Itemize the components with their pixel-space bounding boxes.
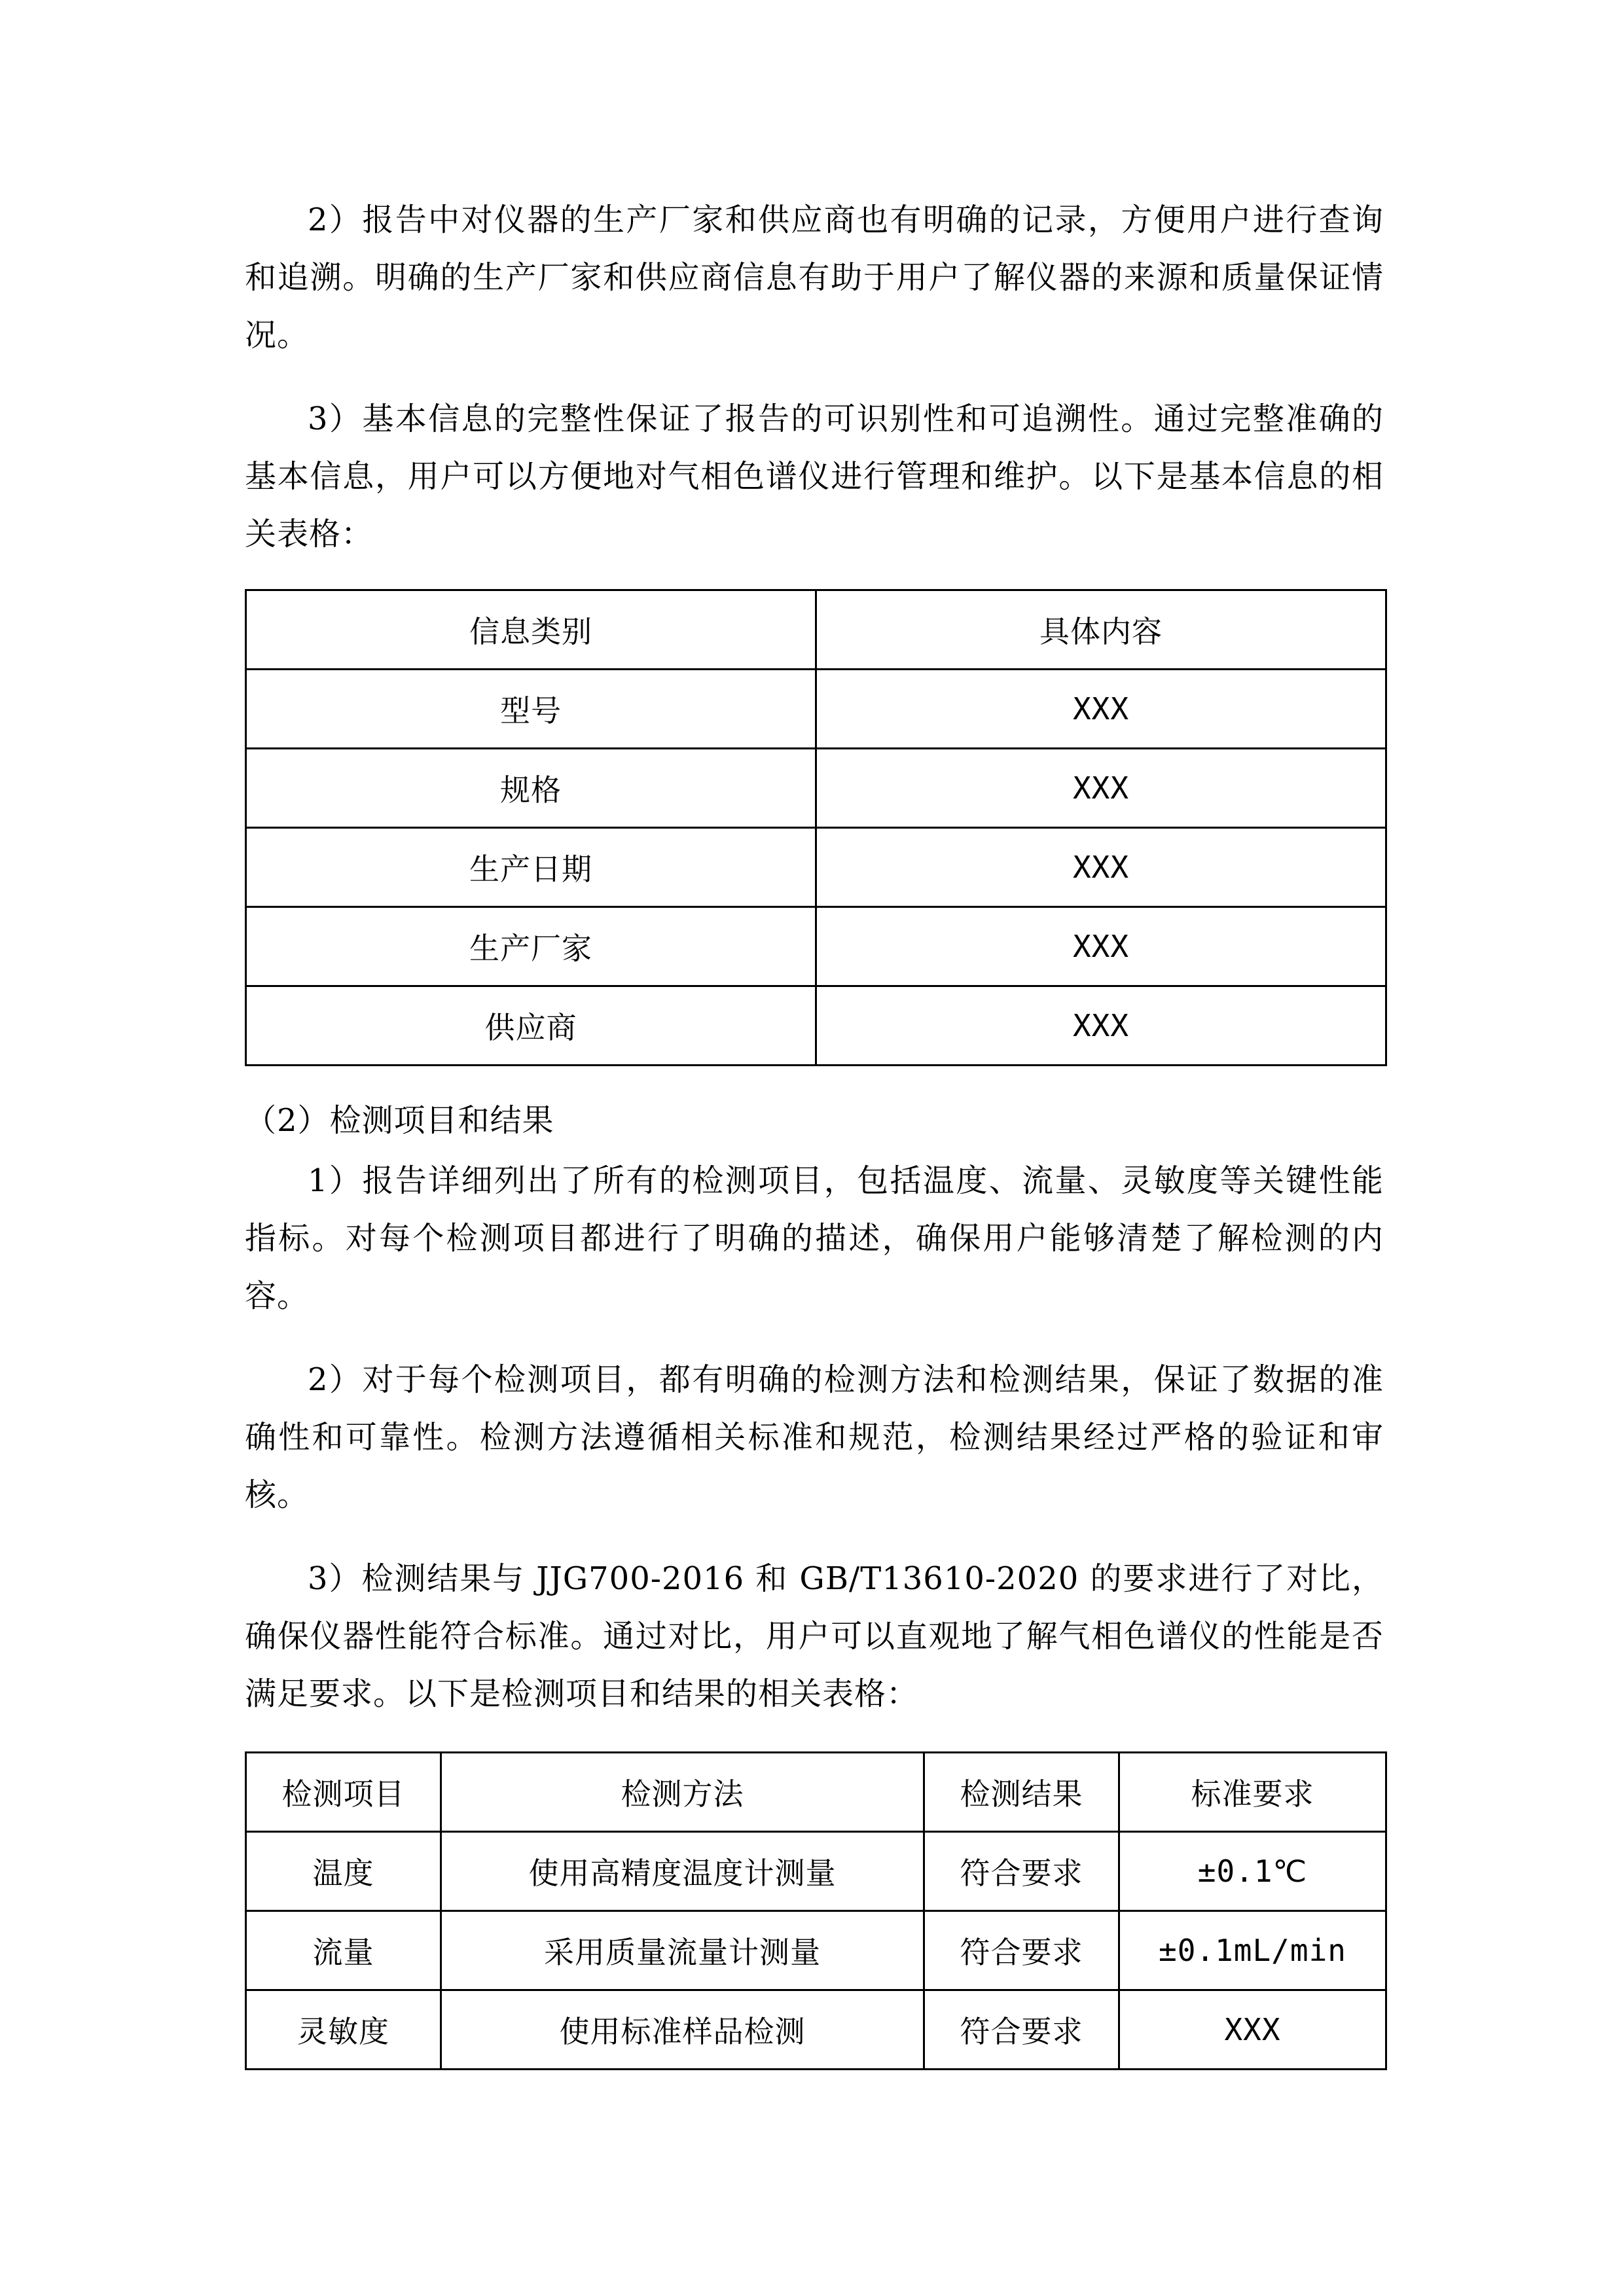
table-cell: ±0.1mL/min: [1119, 1911, 1386, 1990]
table-row: [246, 828, 1386, 907]
table-cell: 使用高精度温度计测量: [441, 1832, 924, 1911]
paragraph-test-items-list: 1）报告详细列出了所有的检测项目，包括温度、流量、灵敏度等关键性能指标。对每个检测项目都进行了明确的描述，确保用户能够清楚了解检测的内容。: [245, 1162, 1384, 1314]
table-cell: 供应商: [246, 986, 816, 1066]
table-cell: 型号: [246, 670, 816, 749]
table-cell: 符合要求: [924, 1911, 1119, 1990]
paragraph-standards-comparison: 3）检测结果与 JJG700-2016 和 GB/T13610-2020 的要求进行了对比，确保仪器性能符合标准。通过对比，用户可以直观地了解气相色谱仪的性能是否满足要求。以下是检测项目和结果的相关表格：: [245, 1560, 1384, 1712]
table-cell: 规格: [246, 749, 816, 828]
table-row: [246, 986, 1386, 1066]
table-cell: 符合要求: [924, 1832, 1119, 1911]
table-row: [246, 670, 1386, 749]
paragraph-basic-info-completeness: 3）基本信息的完整性保证了报告的可识别性和可追溯性。通过完整准确的基本信息，用户可以方便地对气相色谱仪进行管理和维护。以下是基本信息的相关表格：: [245, 401, 1384, 552]
header-cell: 检测项目: [246, 1753, 441, 1832]
table-row: [246, 1911, 1386, 1990]
table-row: [246, 907, 1386, 986]
table-cell: ±0.1℃: [1119, 1832, 1386, 1911]
header-cell: 检测方法: [441, 1753, 924, 1832]
table-header-row: [246, 1753, 1386, 1832]
table-cell: 灵敏度: [246, 1990, 441, 2070]
paragraph-test-methods: 2）对于每个检测项目，都有明确的检测方法和检测结果，保证了数据的准确性和可靠性。检测方法遵循相关标准和规范，检测结果经过严格的验证和审核。: [245, 1361, 1384, 1513]
table-cell: 采用质量流量计测量: [441, 1911, 924, 1990]
table-cell: 温度: [246, 1832, 441, 1911]
header-cell: 标准要求: [1119, 1753, 1386, 1832]
section-heading-test-items: （2）检测项目和结果: [245, 1102, 554, 1139]
header-cell: 信息类别: [246, 590, 816, 670]
table-cell: 符合要求: [924, 1990, 1119, 2070]
table-cell: XXX: [816, 749, 1386, 828]
test-results-table: [245, 1751, 1387, 2070]
header-cell: 检测结果: [924, 1753, 1119, 1832]
table-cell: XXX: [816, 907, 1386, 986]
table-cell: XXX: [816, 986, 1386, 1066]
table-cell: 流量: [246, 1911, 441, 1990]
header-cell: 具体内容: [816, 590, 1386, 670]
table-cell: XXX: [816, 670, 1386, 749]
paragraph-manufacturer-supplier: 2）报告中对仪器的生产厂家和供应商也有明确的记录，方便用户进行查询和追溯。明确的生产厂家和供应商信息有助于用户了解仪器的来源和质量保证情况。: [245, 202, 1384, 353]
table-cell: 生产日期: [246, 828, 816, 907]
table-cell: XXX: [1119, 1990, 1386, 2070]
table-cell: XXX: [816, 828, 1386, 907]
table-cell: 生产厂家: [246, 907, 816, 986]
table-header-row: [246, 590, 1386, 670]
table-cell: 使用标准样品检测: [441, 1990, 924, 2070]
basic-info-table: [245, 589, 1387, 1066]
table-row: [246, 1832, 1386, 1911]
table-row: [246, 749, 1386, 828]
table-row: [246, 1990, 1386, 2070]
